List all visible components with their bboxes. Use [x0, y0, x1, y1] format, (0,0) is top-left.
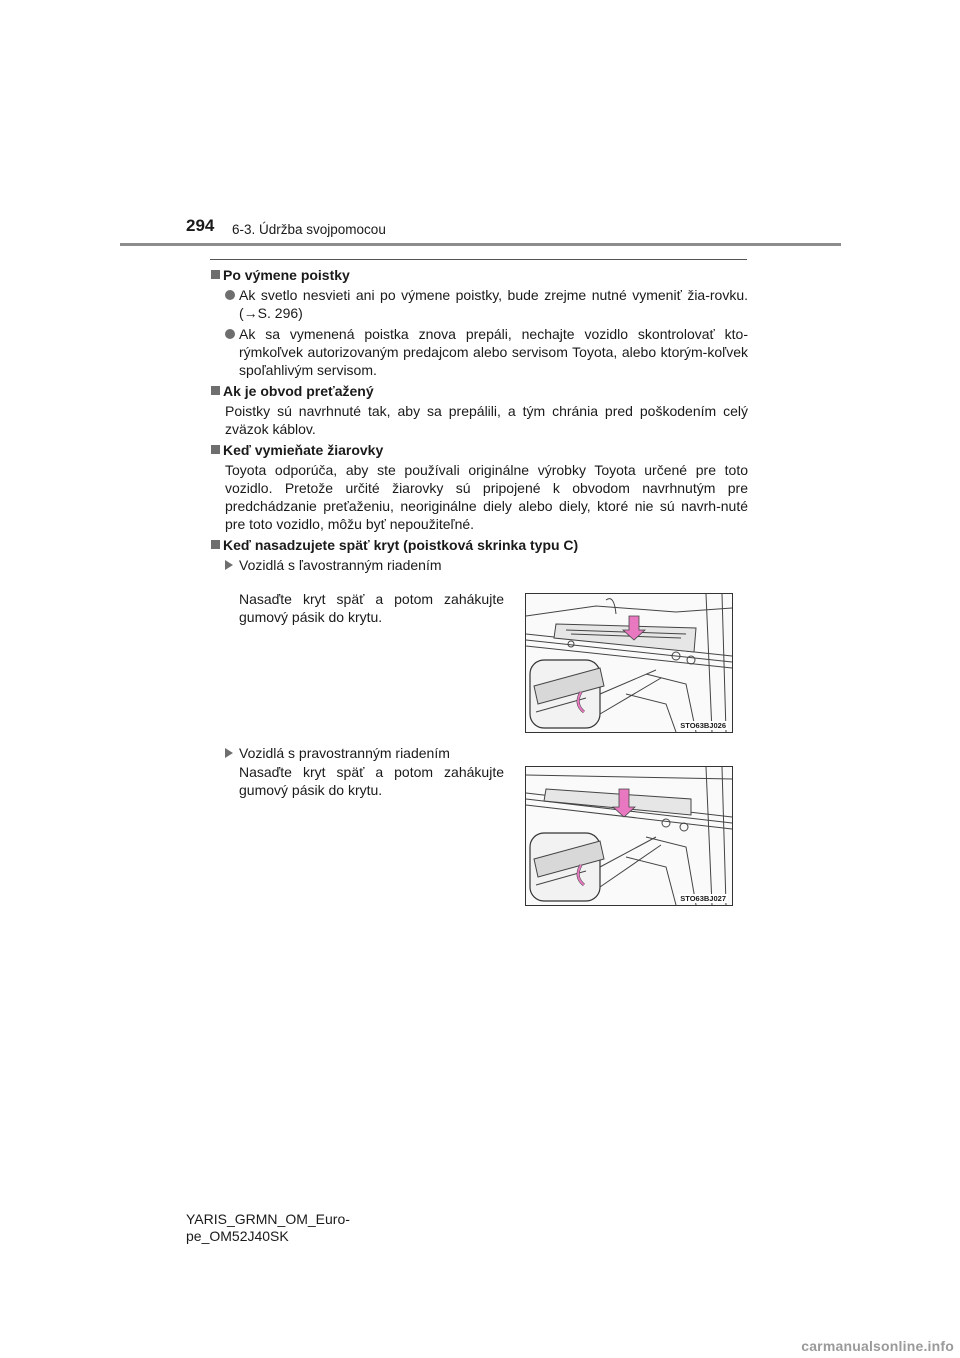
- square-marker-icon: [211, 445, 220, 454]
- paragraph: Poistky sú navrhnuté tak, aby sa prepálili, a tým chránia pred poškodením celý zväzok káblov.: [225, 403, 748, 437]
- watermark: carmanualsonline.info: [801, 1338, 954, 1354]
- fuse-box-cover-illustration: [526, 594, 732, 732]
- bullet-text: Ak sa vymenená poistka znova prepáli, nechajte vozidlo skontrolovať kto-rýmkoľvek autorizovaným predajcom alebo servisom Toyota, alebo ktorým-koľvek spoľahlivým servisom.: [239, 326, 748, 378]
- sub-heading-rhd: [210, 744, 450, 762]
- content: [210, 266, 748, 574]
- figure-code: STO63BJ026: [680, 721, 726, 730]
- content-rule: [210, 259, 747, 260]
- heading-text: Keď vymieňate žiarovky: [223, 442, 384, 458]
- triangle-marker-icon: [225, 748, 233, 758]
- bullet-item: [210, 286, 748, 322]
- bullet-dot-icon: [225, 329, 235, 339]
- heading-after-fuse-replacement: [210, 266, 748, 284]
- figure-lhd: [525, 593, 733, 733]
- paragraph: Toyota odporúča, aby ste používali originálne výrobky Toyota určené pre toto vozidlo. Pretože určité žiarovky sú pripojené k obvodom navrhnutým pre predchádzanie preťaženiu, neoriginálne diely alebo diely, ktoré nie sú navrh-nuté pre toto vozidlo, môžu byť nepoužiteľné.: [225, 462, 748, 532]
- header-rule: [120, 243, 841, 246]
- bullet-text: Ak svetlo nesvieti ani po výmene poistky, bude zrejme nutné vymeniť žia-rovku. (→S. 296): [239, 287, 748, 321]
- square-marker-icon: [211, 270, 220, 279]
- heading-text: Ak je obvod preťažený: [223, 383, 374, 399]
- rhd-instruction: Nasaďte kryt späť a potom zahákujte gumový pásik do krytu.: [239, 764, 504, 798]
- fuse-box-cover-illustration: [526, 767, 732, 905]
- page-number: 294: [186, 216, 215, 235]
- section-title: 6-3. Údržba svojpomocou: [232, 222, 386, 237]
- heading-text: Po výmene poistky: [223, 267, 350, 283]
- bullet-item: [210, 325, 748, 379]
- heading-circuit-overloaded: [210, 382, 748, 400]
- heading-text: Keď nasadzujete späť kryt (poistková skrinka typu C): [223, 537, 579, 553]
- triangle-marker-icon: [225, 560, 233, 570]
- footer-line-2: pe_OM52J40SK: [186, 1228, 289, 1244]
- footer-line-1: YARIS_GRMN_OM_Euro-: [186, 1211, 350, 1227]
- heading-replacing-bulbs: [210, 441, 748, 459]
- square-marker-icon: [211, 386, 220, 395]
- bullet-dot-icon: [225, 290, 235, 300]
- figure-rhd: [525, 766, 733, 906]
- lhd-instruction: Nasaďte kryt späť a potom zahákujte gumový pásik do krytu.: [239, 591, 504, 625]
- square-marker-icon: [211, 540, 220, 549]
- sub-heading-text: Vozidlá s pravostranným riadením: [239, 745, 450, 761]
- heading-reinstalling-cover: [210, 536, 748, 554]
- sub-heading-lhd: [210, 556, 748, 574]
- footer: [186, 1211, 350, 1245]
- sub-heading-text: Vozidlá s ľavostranným riadením: [239, 557, 442, 573]
- figure-code: STO63BJ027: [680, 894, 726, 903]
